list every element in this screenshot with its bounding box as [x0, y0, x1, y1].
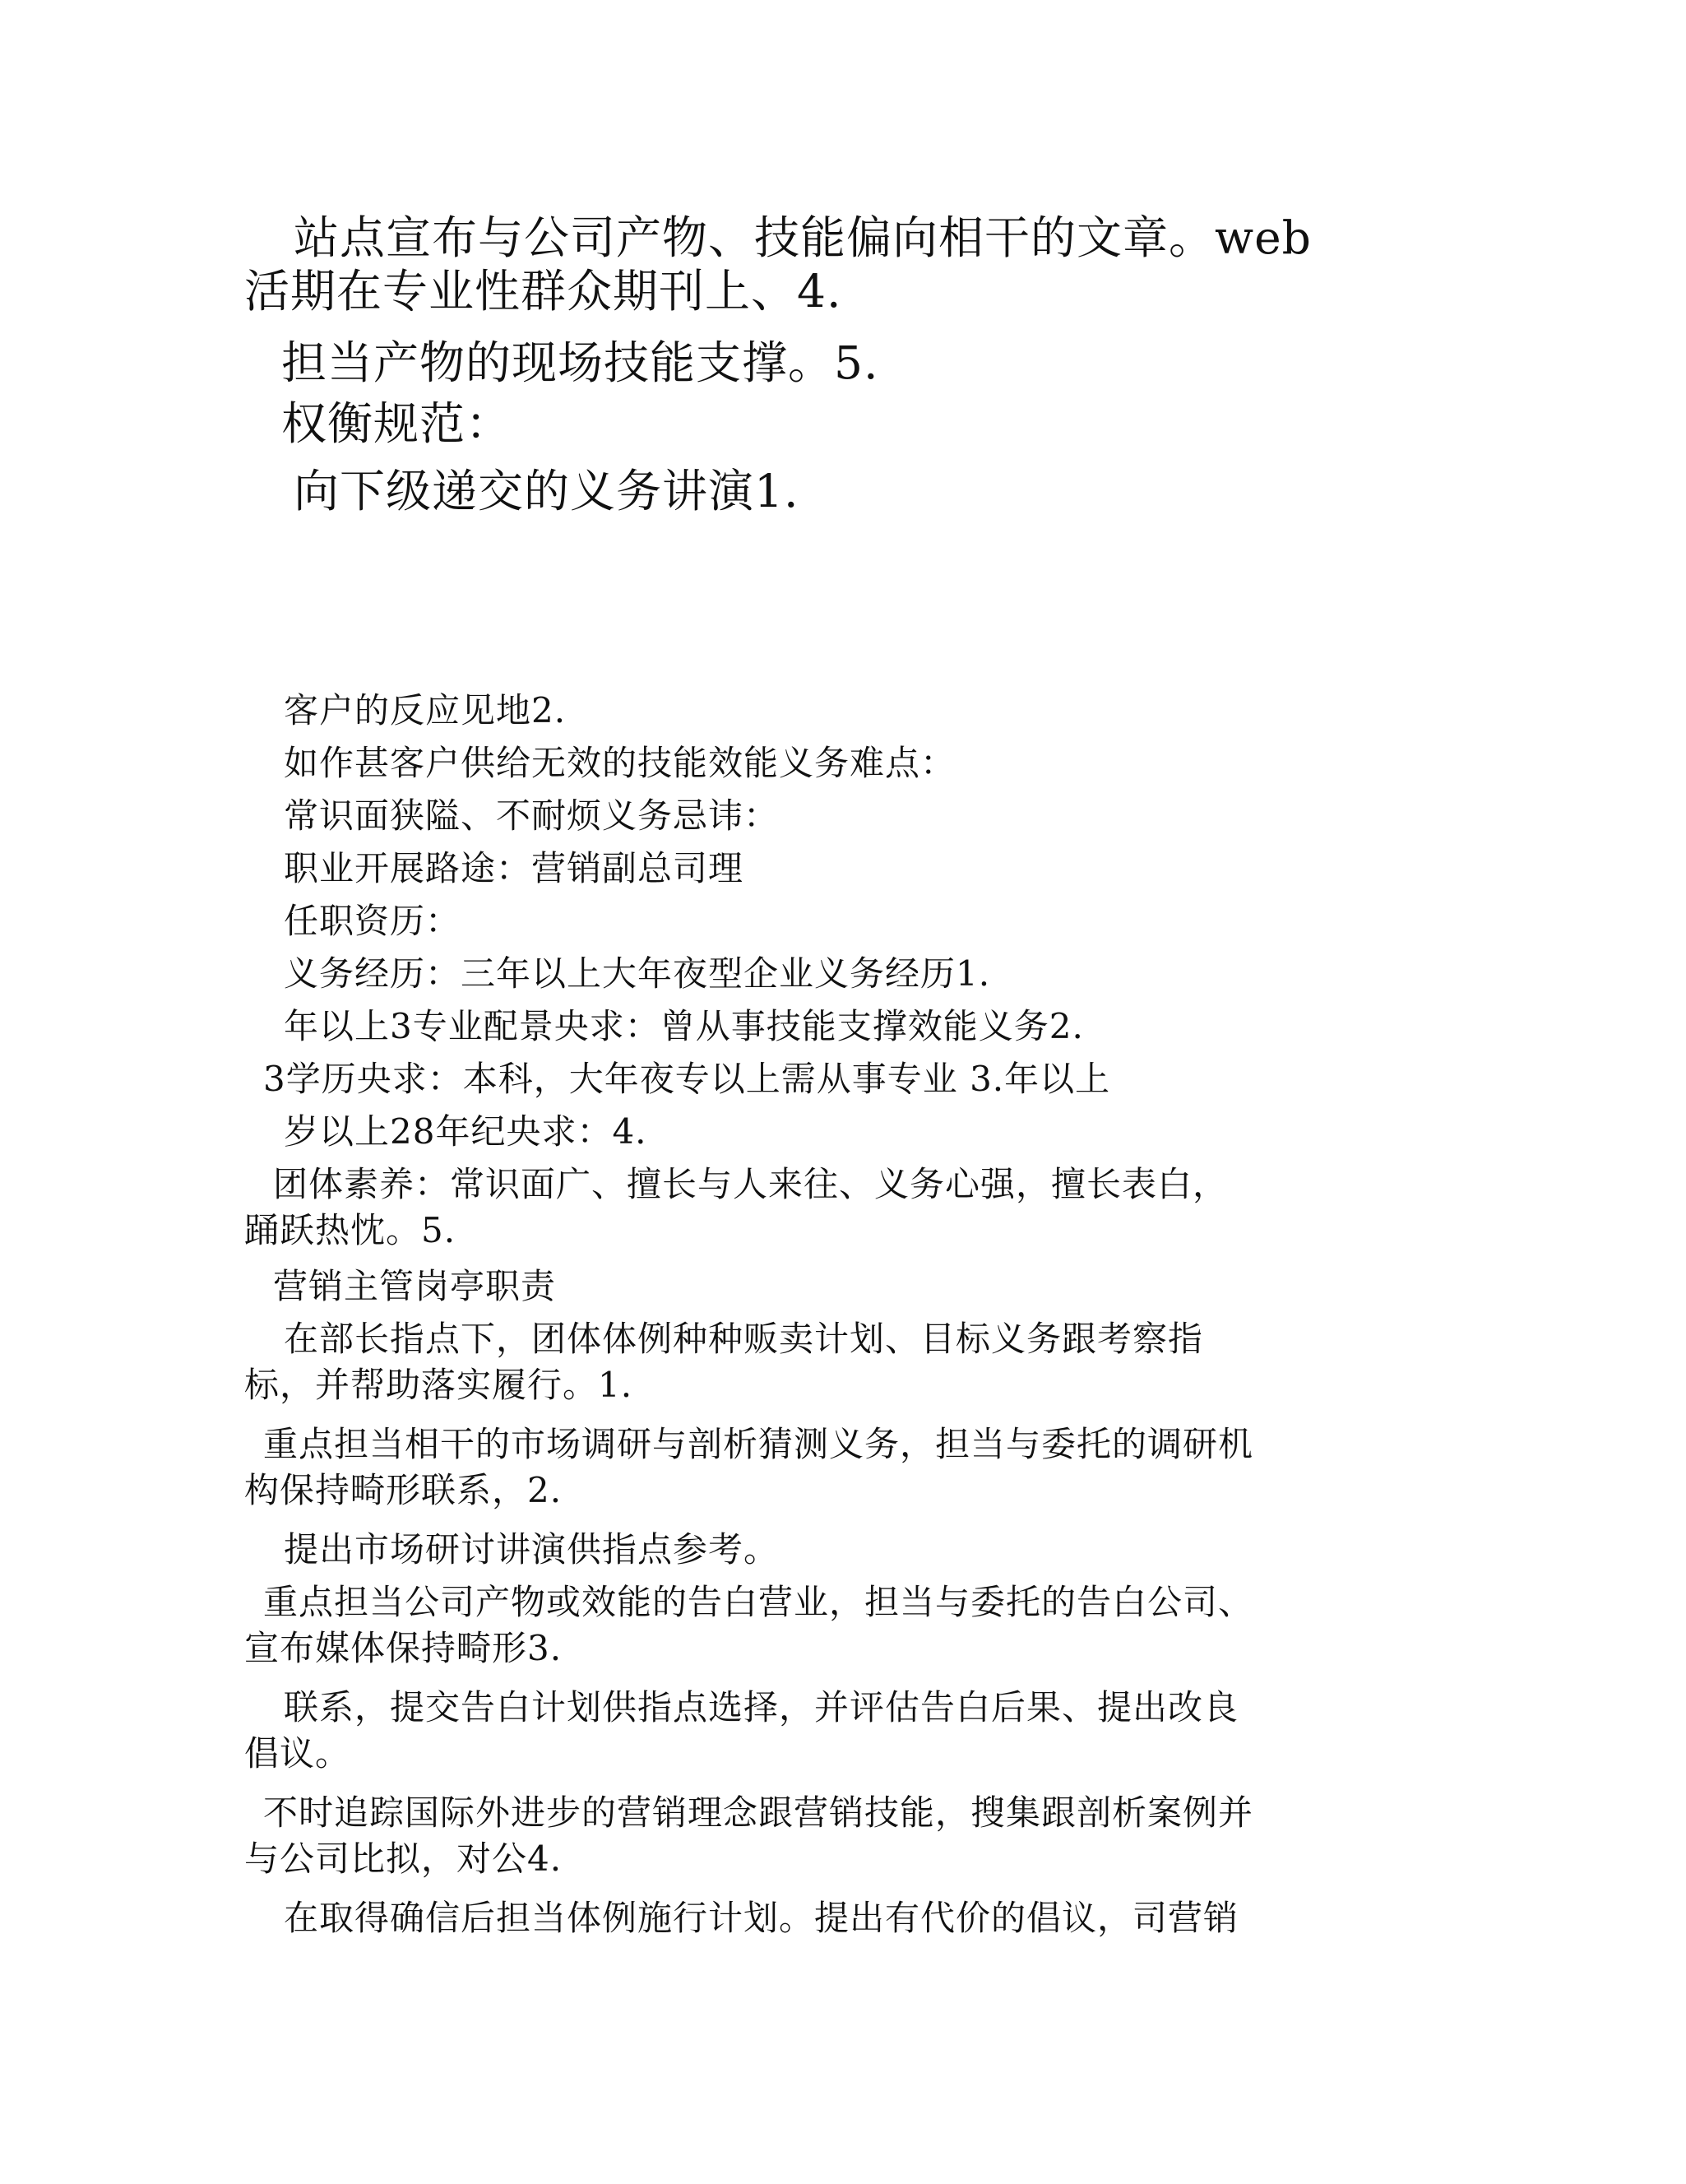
text-line: 如作甚客户供给无效的技能效能义务难点：: [284, 743, 956, 783]
text-line: 3学历央求：本科，大年夜专以上需从事专业 3.年以上: [263, 1059, 1111, 1099]
text-line: 职业开展路途：营销副总司理: [284, 848, 744, 888]
text-line: 任职资历：: [284, 901, 461, 941]
text-line: 宣布媒体保持畸形3.: [244, 1628, 563, 1668]
text-line: 构保持畸形联系，2.: [244, 1470, 563, 1510]
text-line: 向下级递交的义务讲演1.: [294, 465, 799, 517]
text-line: 团体素养：常识面广、擅长与人来往、义务心强，擅长表白，: [273, 1164, 1229, 1204]
text-line: 标，并帮助落实履行。1.: [244, 1365, 633, 1405]
text-line: 担当产物的现场技能支撑。5.: [281, 336, 879, 389]
text-line: 客户的反应见地2.: [284, 690, 567, 730]
text-line: 营销主管岗亭职责: [273, 1266, 557, 1306]
text-line: 倡议。: [244, 1733, 351, 1774]
text-line: 权衡规范：: [281, 397, 512, 450]
text-line: 重点担当相干的市场调研与剖析猜测义务，担当与委托的调研机: [263, 1424, 1254, 1464]
text-line: 联系，提交告白计划供指点选择，并评估告白后果、提出改良: [284, 1687, 1239, 1727]
text-line: 岁以上28年纪央求：4.: [284, 1111, 647, 1152]
text-line: 站点宣布与公司产物、技能偏向相干的文章。web: [294, 211, 1312, 264]
text-line: 年以上3专业配景央求：曾从事技能支撑效能义务2.: [284, 1006, 1084, 1046]
text-line: 重点担当公司产物或效能的告白营业，担当与委托的告白公司、: [263, 1582, 1254, 1622]
text-line: 踊跃热忱。5.: [244, 1210, 456, 1250]
text-line: 与公司比拟，对公4.: [244, 1839, 563, 1879]
text-line: 常识面狭隘、不耐烦义务忌讳：: [284, 795, 780, 836]
text-line: 在部长指点下，团体体例种种贩卖计划、目标义务跟考察指: [284, 1319, 1204, 1359]
text-line: 在取得确信后担当体例施行计划。提出有代价的倡议，司营销: [284, 1898, 1239, 1938]
text-line: 提出市场研讨讲演供指点参考。: [284, 1529, 780, 1570]
text-line: 活期在专业性群众期刊上、4.: [244, 265, 842, 318]
text-line: 义务经历：三年以上大年夜型企业义务经历1.: [284, 953, 991, 994]
text-line: 不时追踪国际外进步的营销理念跟营销技能，搜集跟剖析案例并: [263, 1792, 1254, 1833]
